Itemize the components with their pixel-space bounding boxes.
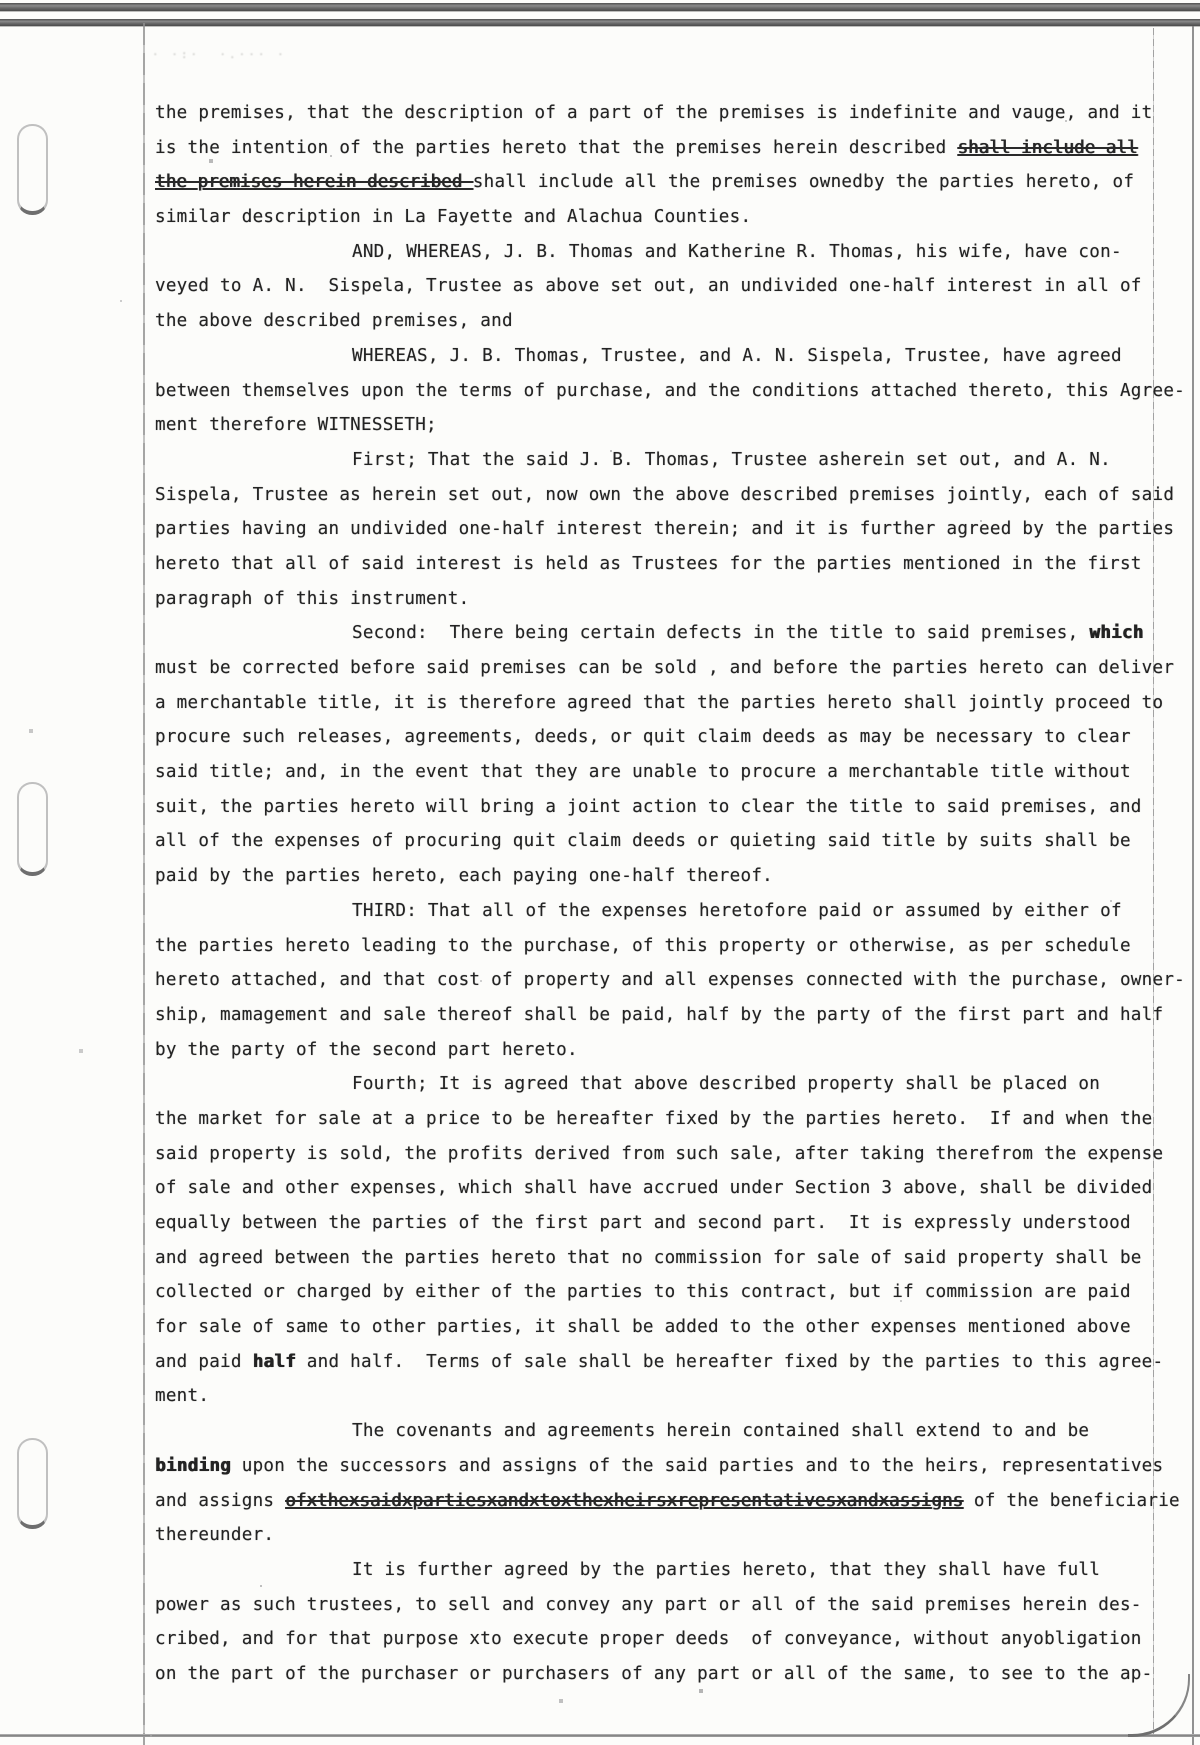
typed-line [155, 200, 1200, 235]
typed-text: hereto that all of said interest is held as Trustees for the parties mentioned in the first [155, 553, 1142, 574]
typed-line [155, 512, 1200, 547]
typed-text: cribed, and for that purpose xto execute proper deeds of conveyance, without anyobligation [155, 1629, 1142, 1650]
typed-text: parties having an undivided one-half interest therein; and it is further agreed by the parties [155, 519, 1175, 540]
typed-line [155, 1588, 1200, 1623]
typed-line [155, 1449, 1200, 1484]
typed-text: binding [155, 1455, 231, 1476]
typed-line [155, 478, 1200, 513]
binding-edge-band-bottom [0, 19, 1200, 26]
typed-text: ship, mamagement and sale thereof shall be paid, half by the party of the first part and half [155, 1004, 1164, 1025]
typed-text: paragraph of this instrument. [155, 588, 470, 609]
typed-text: AND, WHEREAS, J. B. Thomas and Katherine R. Thomas, his wife, have con- [352, 241, 1122, 262]
typed-text: similar description in La Fayette and Alachua Counties. [155, 207, 752, 228]
typed-line [155, 963, 1200, 998]
typed-text: is the intention of the parties hereto that the premises herein described [155, 137, 958, 158]
typed-text: upon the successors and assigns of the said parties and to the heirs, representatives [230, 1455, 1164, 1476]
typed-text: and agreed between the parties hereto that no commission for sale of said property shall be [155, 1247, 1142, 1268]
typed-text: The covenants and agreements herein contained shall extend to and be [352, 1421, 1090, 1442]
typed-line [155, 235, 1200, 270]
typed-text: said title; and, in the event that they are unable to procure a merchantable title without [155, 762, 1131, 783]
typed-line [155, 131, 1200, 166]
typed-line [155, 582, 1200, 617]
typed-text: hereto attached, and that cost of property and all expenses connected with the purchase, owner- [155, 970, 1186, 991]
typed-text: all of the expenses of procuring quit claim deeds or quieting said title by suits shall be [155, 831, 1131, 852]
typed-text: power as such trustees, to sell and convey any part or all of the said premises herein des- [155, 1594, 1142, 1615]
typed-text: thereunder. [155, 1525, 275, 1546]
typed-text: of the beneficiarie [963, 1490, 1180, 1511]
typed-line [155, 1484, 1200, 1519]
pencil-smudge: · ·:· ·.··· · [152, 48, 287, 61]
typed-line [155, 859, 1200, 894]
typed-text: must be corrected before said premises can be sold , and before the parties hereto can deliver [155, 658, 1175, 678]
typed-text: Second: There being certain defects in the title to said premises, [352, 623, 1090, 644]
typed-line [155, 1518, 1200, 1553]
typed-line [155, 686, 1200, 721]
typed-text: the parties hereto leading to the purchase, of this property or otherwise, as per schedule [155, 935, 1131, 956]
typed-line [155, 1241, 1200, 1276]
punch-hole [17, 124, 48, 215]
typed-line [155, 894, 1200, 929]
typed-text: and paid [155, 1351, 253, 1372]
typed-text: a merchantable title, it is therefore agreed that the parties hereto shall jointly proceed to [155, 692, 1164, 713]
typed-line [155, 720, 1200, 755]
scan-speckles [0, 0, 2, 2]
typed-line [155, 1657, 1200, 1692]
typed-text: the market for sale at a price to be hereafter fixed by the parties hereto. If and when the [155, 1108, 1153, 1129]
typed-line [155, 1171, 1200, 1206]
typed-line [155, 790, 1200, 825]
typed-line [155, 165, 1200, 200]
typed-line [155, 1137, 1200, 1172]
typed-line [155, 651, 1200, 686]
typed-line [155, 1379, 1200, 1414]
typed-text: ment. [155, 1386, 210, 1407]
typed-line [155, 304, 1200, 339]
document-body [155, 96, 1200, 1692]
typed-line [155, 1414, 1200, 1449]
typed-text: First; That the said J. B. Thomas, Trustee asherein set out, and A. N. [352, 449, 1111, 470]
left-margin-rule [143, 23, 145, 1745]
typed-line [155, 1102, 1200, 1137]
typed-line [155, 374, 1200, 409]
typed-line [155, 1345, 1200, 1380]
typed-text: suit, the parties hereto will bring a joint action to clear the title to said premises, and [155, 796, 1142, 817]
typed-text: and half. Terms of sale shall be hereafter fixed by the parties to this agree- [295, 1351, 1164, 1372]
typed-text: between themselves upon the terms of purchase, and the conditions attached thereto, this Agree- [155, 380, 1186, 401]
typed-line [155, 998, 1200, 1033]
typed-text: which [1089, 623, 1144, 644]
binding-edge-band-top [0, 3, 1200, 11]
typed-text: ment therefore WITNESSETH; [155, 415, 437, 436]
punch-hole [17, 782, 48, 876]
typed-line [155, 1206, 1200, 1241]
typed-line [155, 443, 1200, 478]
typed-line [155, 1553, 1200, 1588]
typed-text: collected or charged by either of the parties to this contract, but if commission are paid [155, 1282, 1131, 1303]
typed-text: and assigns [155, 1490, 286, 1511]
typed-text: procure such releases, agreements, deeds, or quit claim deeds as may be necessary to clear [155, 727, 1131, 748]
typed-text: the premises, that the description of a part of the premises is indefinite and vauge, and it [155, 103, 1153, 123]
bottom-edge-rule [0, 1734, 1200, 1737]
typed-line [155, 96, 1200, 131]
typed-line [155, 408, 1200, 443]
typed-text: of sale and other expenses, which shall have accrued under Section 3 above, shall be divided [155, 1178, 1153, 1199]
typed-text: the above described premises, and [155, 311, 513, 332]
typed-text: for sale of same to other parties, it shall be added to the other expenses mentioned above [155, 1317, 1131, 1338]
typed-line [155, 616, 1200, 651]
typed-text: by the party of the second part hereto. [155, 1039, 578, 1060]
typed-line [155, 1033, 1200, 1068]
typed-line [155, 755, 1200, 790]
struck-out-text: shall include all [957, 137, 1138, 158]
typed-line [155, 824, 1200, 859]
struck-out-text: the premises herein described [155, 172, 473, 193]
typed-text: veyed to A. N. Sispela, Trustee as above set out, an undivided one-half interest in all of [155, 276, 1142, 297]
typed-line [155, 547, 1200, 582]
struck-out-text: ofxthexsaidxpartiesxandxtoxthexheirsxrepresentativesxandxassigns [285, 1490, 964, 1511]
typed-text: WHEREAS, J. B. Thomas, Trustee, and A. N. Sispela, Trustee, have agreed [352, 345, 1122, 366]
punch-hole [17, 1438, 48, 1529]
typed-line [155, 1275, 1200, 1310]
typed-text: Fourth; It is agreed that above described property shall be placed on [352, 1074, 1101, 1095]
typed-line [155, 1622, 1200, 1657]
typed-text: half [252, 1351, 296, 1372]
typed-line [155, 339, 1200, 374]
typed-line [155, 269, 1200, 304]
typed-text: on the part of the purchaser or purchasers of any part or all of the same, to see to the ap- [155, 1663, 1153, 1684]
typed-text: equally between the parties of the first part and second part. It is expressly understood [155, 1213, 1131, 1233]
typed-text: paid by the parties hereto, each paying one-half thereof. [155, 866, 774, 887]
typed-text: said property is sold, the profits derived from such sale, after taking therefrom the expense [155, 1143, 1164, 1164]
typed-line [155, 1310, 1200, 1345]
typed-text: shall include all the premises ownedby the parties hereto, of [472, 172, 1135, 193]
typed-text: It is further agreed by the parties hereto, that they shall have full [352, 1559, 1101, 1580]
typed-line [155, 929, 1200, 964]
typed-text: THIRD: That all of the expenses heretofore paid or assumed by either of [352, 900, 1122, 921]
typed-text: Sispela, Trustee as herein set out, now own the above described premises jointly, each of said [155, 484, 1175, 505]
typed-line [155, 1067, 1200, 1102]
